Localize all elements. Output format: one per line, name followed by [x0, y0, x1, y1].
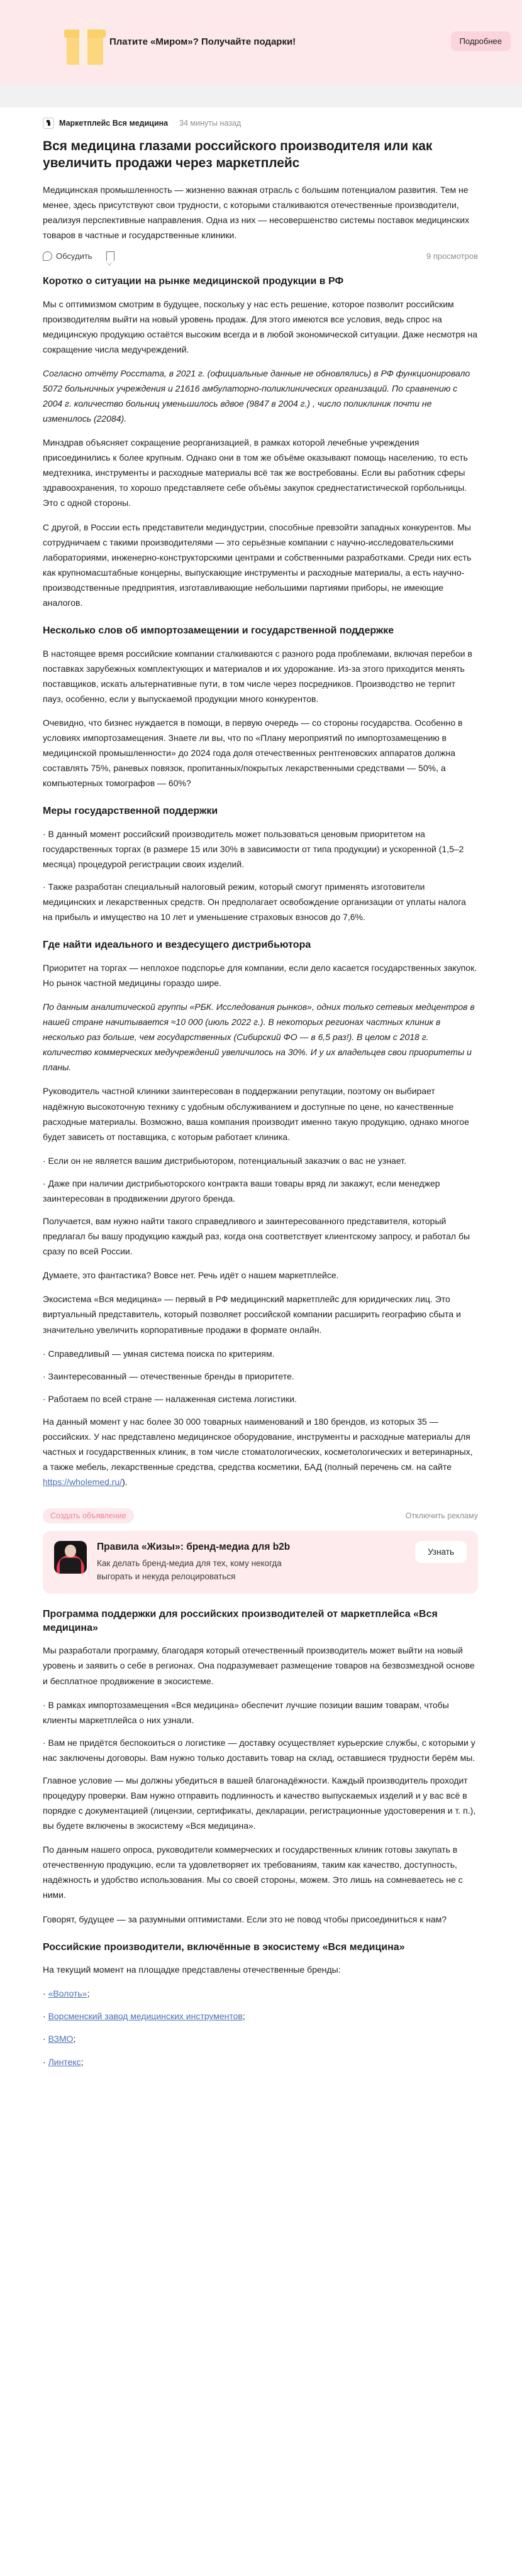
text-after-link: ). — [122, 1477, 128, 1488]
section-heading: Российские производители, включённые в экосистему «Вся медицина» — [43, 1941, 405, 1953]
ad-title: Правила «Жизы»: бренд-медиа для b2b — [97, 1542, 291, 1553]
bullet-item: · В рамках импортозамещения «Вся медицина» обеспечит лучшие позиции вашим товарам, чтобы клиенты маркетплейса о них узнали. — [43, 1699, 449, 1725]
bullet-item: · Справедливый — умная система поиска по критериям. — [43, 1348, 275, 1359]
byline — [43, 107, 478, 129]
discuss-label: Обсудить — [56, 251, 92, 261]
paragraph: В настоящее время российские компании сталкиваются с разного рода проблемами, включая перебои в поставках зарубежных комплектующих и материалов и их удорожание. Из-за этого приходится менять поставщиков, искать альтернативные пути, в том числе через посредников. Производство не терпит пауз, особенно, если у выпускаемой продукции много конкурентов. — [43, 648, 472, 704]
section-heading: Программа поддержки для российских производителей от маркетплейса «Вся медицина» — [43, 1609, 438, 1633]
bullet-item: · В данный момент российский производитель может пользоваться ценовым приоритетом на государственных торгах (в размере 15 или 30% в зависимости от типа продукции) и ускоренной (1,5–2 месяца) процедурой регистрации своих изделий. — [43, 828, 464, 870]
comment-icon — [43, 251, 52, 261]
bullet-item: · Работаем по всей стране — налаженная система логистики. — [43, 1393, 297, 1404]
paragraph: Мы с оптимизмом смотрим в будущее, поскольку у нас есть решение, которое позволит российским производителям выйти на новый уровень продаж. Для этого имеются все условия, ведь спрос на медицинскую продукцию остаётся высоким всегда и в любой экономической ситуации. Даже несмотря на сокращение числа медучреждений. — [43, 299, 478, 354]
channel-logo-icon — [43, 118, 54, 129]
paragraph: Очевидно, что бизнес нуждается в помощи, в первую очередь — со стороны государства. Особенно в условиях импортозамещения. Знаете ли вы, что по «Плану мероприятий по импортозамещению в медицинской промышленности» до 2024 года доля отечественных рентгеновских аппаратов должна составлять 75%, раневых повязок, пропитанных/покрытых лекарственными средствами — 50%, а компьютерных томографов — 60%? — [43, 717, 463, 789]
paragraph: Минздрав объясняет сокращение реорганизацией, в рамках которой лечебные учреждения присоединились к более крупным. Однако они в том же объёме оказывают помощь населению, то есть медтехника, инструменты и расходные материалы всё так же востребованы. Если вы работник сферы здравоохранения, то хорошо представляете себе объёмы закупок среднестатистической горбольницы. Это с одной стороны. — [43, 437, 468, 508]
brand-suffix: ; — [73, 2034, 76, 2044]
paragraph: По данным нашего опроса, руководители коммерческих и государственных клиник готовы закупать в отечественную продукцию, если та удовлетворяет их требованиям, таким как качество, доступность, надёжность и удобство использования. Мы со своей стороны, можем. Это лишь на сомневаетесь не с ними. — [43, 1844, 463, 1900]
promo-details-button[interactable]: Подробнее — [451, 31, 511, 51]
section-heading: Где найти идеального и вездесущего дистрибьютора — [43, 940, 311, 951]
ad-cta-button[interactable]: Узнать — [415, 1541, 467, 1563]
article-container — [0, 107, 522, 2083]
article-actions — [43, 251, 478, 261]
promo-banner[interactable] — [0, 0, 522, 84]
paragraph: С другой, в России есть представители мединдустрии, способные превзойти западных конкурентов. Мы сотрудничаем с такими производителями — это серьёзные компании с научно-исследовательскими лабораториями, инженерно-конструкторскими центрами и собственными разработками. Среди них есть как крупномасштабные концерны, выпускающие инструменты и расходные материалы, а есть научно-производственные предприятия, изготавливающие небольшими партиями приборы, не имеющие аналогов. — [43, 522, 472, 608]
bullet-item: · Также разработан специальный налоговый режим, который смогут применять изготовители медицинских и лекарственных средств. Он предполагает освобождение организации от уплаты налога на прибыль и имущество на 10 лет и уменьшение страховых взносов до 7,6%. — [43, 882, 466, 923]
ad-card[interactable] — [43, 1531, 478, 1594]
section-heading: Несколько слов об импортозамещении и государственной поддержке — [43, 625, 394, 636]
bullet-item: · Если он не является вашим дистрибьютором, потенциальный заказчик о вас не узнает. — [43, 1155, 406, 1166]
disable-ads-link[interactable]: Отключить рекламу — [405, 1511, 478, 1521]
article-lead: Медицинская промышленность — жизненно важная отрасль с большим потенциалом развития. Тем не менее, здесь присутствуют свои трудности, с которыми сталкиваются отечественные производители, реализуя перспективные направления. Одна из них — несовершенство системы поставок медицинских товаров в частные и государственные клиники. — [43, 184, 470, 240]
channel-name[interactable]: Маркетплейс Вся медицина — [59, 119, 169, 128]
paragraph-italic: По данным аналитической группы «РБК. Исследования рынков», одних только сетевых медцентров в нашей стране начитывается ≈10 000 (июль 2022 г.). В некоторых регионах частных клиник в несколько раз больше, чем государственных (Сибирский ФО — в 6,5 раз!). В целом с 2018 г. количество коммерческих медучреждений увеличилось на 30%. И у их владельцев свои приоритеты и планы. — [43, 1002, 475, 1073]
list-item: · «Волоть»; — [43, 1988, 90, 1999]
avatar — [54, 1541, 87, 1574]
list-item: · Линтекс; — [43, 2056, 84, 2067]
paragraph: Мы разработали программу, благодаря который отечественный производитель может выйти на новый уровень и заявить о себе в регионах. Она подразумевает размещение товаров на безвозмездной основе и бесплатное продвижение в экосистеме. — [43, 1645, 475, 1686]
paragraph: Руководитель частной клиники заинтересован в поддержании репутации, поэтому он выбирает надёжную высокоточную технику с удобным обслуживанием и доступные по цене, но качественные расходные материалы. Возможно, ваша компания производит именно такую продукцию, однако многое будет зависеть от поставщика, с которым работает клиника. — [43, 1086, 469, 1142]
create-ad-button[interactable]: Создать объявление — [43, 1508, 134, 1523]
gray-separator — [0, 84, 522, 107]
paragraph-italic: Согласно отчёту Росстата, в 2021 г. (официальные данные не обновлялись) в РФ функционировало 5072 больничных учреждения и 21616 амбулаторно-поликлинических организаций. По сравнению с 2004 г. количество больниц уменьшилось вдвое (9847 в 2004 г.) , число поликлиник почти не изменилось (22084). — [43, 368, 470, 424]
wholemed-link[interactable]: https://wholemed.ru/ — [43, 1477, 123, 1488]
bullet-item: · Вам не придётся беспокоиться о логистике — доставку осуществляет курьерские службы, с которыми у нас заключены договоры. Вам нужно только доставить товар на склад, оставшиеся трудности берём мы. — [43, 1737, 475, 1763]
paragraph: Приоритет на торгах — неплохое подспорье для компании, если дело касается государственных закупок. Но рынок частной медицины гораздо шире. — [43, 962, 477, 989]
section-heading: Коротко о ситуации на рынке медицинской продукции в РФ — [43, 275, 344, 287]
brand-list — [43, 1986, 478, 2069]
ad-header — [43, 1508, 478, 1523]
paragraph: На текущий момент на площадке представлены отечественные бренды: — [43, 1965, 341, 1975]
paragraph: Главное условие — мы должны убедиться в вашей благонадёжности. Каждый производитель проходит процедуру проверки. Вам нужно отправить подлинность и качество выпускаемых изделий и у вас всё в порядке с документацией (лицензии, сертификаты, декларации, регистрационные удостоверения и т. п.), вы будете включены в экосистему «Вся медицина». — [43, 1775, 476, 1831]
brand-link[interactable]: ВЗМО — [48, 2034, 74, 2044]
promo-text: Платите «Миром»? Получайте подарки! — [109, 36, 296, 47]
views-count: 9 просмотров — [426, 251, 478, 261]
brand-link[interactable]: Ворсменский завод медицинских инструментов — [48, 2011, 243, 2022]
paragraph: Экосистема «Вся медицина» — первый в РФ медицинский маркетплейс для юридических лиц. Это виртуальный представитель, который позволяет российской компании расширить географию сбыта и значительно увеличить корпоративные продажи в формате онлайн. — [43, 1294, 461, 1335]
list-item: · ВЗМО; — [43, 2034, 76, 2044]
publish-time: 34 минуты назад — [179, 119, 242, 128]
brand-link[interactable]: «Волоть» — [48, 1988, 87, 1999]
brand-suffix: ; — [242, 2011, 245, 2022]
section-heading: Меры государственной поддержки — [43, 806, 218, 817]
paragraph-with-link — [43, 1414, 478, 1489]
ad-description: Как делать бренд-медиа для тех, кому некогда выгорать и некуда релоцироваться — [97, 1559, 282, 1582]
brand-link[interactable]: Линтекс — [48, 2056, 81, 2067]
bookmark-icon — [106, 251, 114, 261]
bookmark-button[interactable] — [106, 251, 114, 261]
list-item: · Ворсменский завод медицинских инструментов; — [43, 2011, 245, 2022]
paragraph: Говорят, будущее — за разумными оптимистами. Если это не повод чтобы присоединиться к нам? — [43, 1914, 447, 1924]
bullet-item: · Заинтересованный — отечественные бренды в приоритете. — [43, 1371, 294, 1381]
paragraph: Думаете, это фантастика? Вовсе нет. Речь идёт о нашем маркетплейсе. — [43, 1270, 339, 1281]
page-title: Вся медицина глазами российского производителя или как увеличить продажи через маркетплейс — [43, 139, 433, 171]
text-before-link: На данный момент у нас более 30 000 товарных наименований и 180 брендов, из которых 35 — российских. У нас представлено медицинское оборудование, инструменты и расходные материалы для частных и государственных клиник, в том числе стоматологических, косметологических и ветеринарных, а также мебель, лекарственные средства, средства косметики, БАД (полный перечень см. на сайте — [43, 1416, 473, 1472]
bullet-item: · Даже при наличии дистрибьюторского контракта ваши товары вряд ли закажут, если менеджер заинтересован в продвижении другого бренда. — [43, 1178, 440, 1203]
brand-suffix: ; — [81, 2056, 84, 2067]
discuss-button[interactable] — [43, 251, 92, 261]
gift-icon — [63, 17, 107, 67]
brand-suffix: ; — [87, 1988, 90, 1999]
paragraph: Получается, вам нужно найти такого справедливого и заинтересованного представителя, который предлагал бы вашу продукцию каждый раз, когда она соответствует клиентскому запросу, и работал бы сразу по всей России. — [43, 1216, 470, 1257]
